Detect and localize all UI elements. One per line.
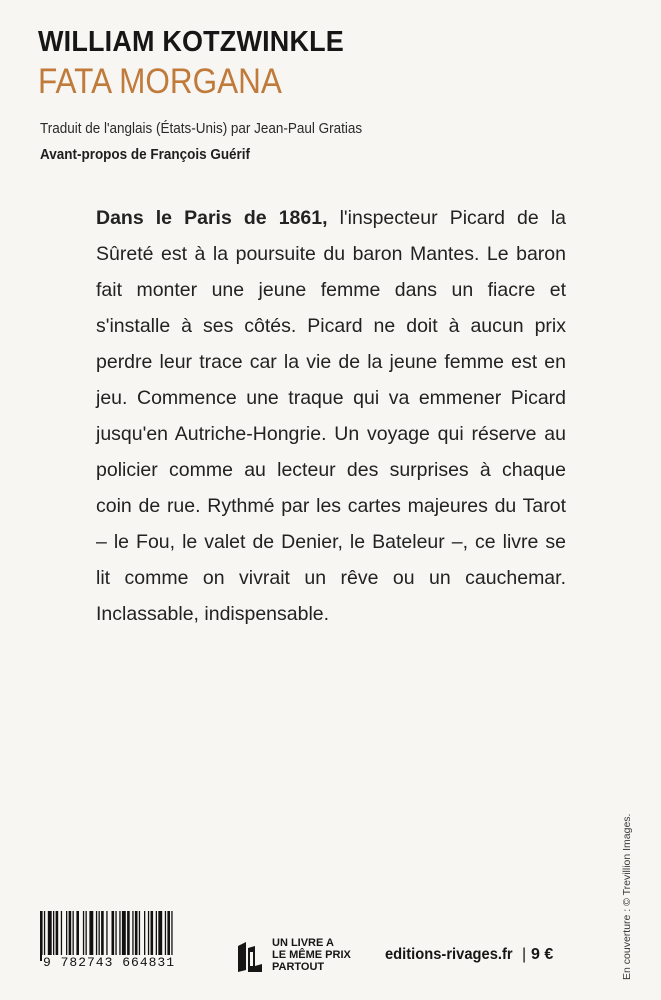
barcode-bar [89, 911, 93, 961]
barcode-bar [61, 911, 62, 961]
barcode-bar [151, 911, 154, 961]
barcode-bar [69, 911, 72, 961]
barcode-bar [106, 911, 107, 961]
translator-credit: Traduit de l'anglais (États-Unis) par Jean-Paul Gratias [40, 121, 363, 137]
barcode-bar [44, 911, 45, 961]
barcode-bar [112, 911, 115, 961]
barcode-bar [156, 911, 157, 961]
barcode-bar [56, 911, 59, 961]
barcode-bar [165, 911, 166, 961]
barcode-bar [132, 911, 133, 961]
book-price-logo-icon [236, 940, 264, 974]
barcode-bar [101, 911, 104, 961]
publisher-website: editions-rivages.fr [385, 946, 513, 963]
cover-credit: En couverture : © Trevillion Images. [621, 813, 633, 980]
barcode-bar [127, 911, 130, 961]
barcode-bar [40, 911, 43, 961]
barcode-bar [148, 911, 149, 961]
barcode-bar [48, 911, 52, 961]
separator: | [522, 946, 527, 963]
barcode-bar [83, 911, 84, 961]
barcode-bar [144, 911, 145, 961]
barcode-bar [158, 911, 162, 961]
price: 9 € [531, 946, 554, 963]
barcode-bar [96, 911, 97, 961]
logo-text: UN LIVRE A LE MÊME PRIX PARTOUT [272, 937, 351, 973]
blurb-text: l'inspecteur Picard de la Sûreté est à la poursuite du baron Mantes. Le baron fait monter une jeune femme dans un fiacre et s'installe à ses côtés. Picard ne doit à aucun prix perdre leur trace car la vie de la jeune femme est en jeu. Commence une traque qui va emmener Picard jusqu'en Autriche-Hongrie. Un voyage qui réserve au policier comme au lecteur des surprises à chaque coin de rue. Rythmé par les cartes majeures du Tarot – le Fou, le valet de Denier, le Bateleur –, ce livre se lit comme on vivrait un rêve ou un cauchemar. Inclassable, indispensable. [96, 207, 566, 625]
barcode-bar [115, 911, 116, 961]
blurb-lead: Dans le Paris de 1861, [96, 207, 328, 229]
barcode-bar [76, 911, 79, 961]
barcode [40, 911, 208, 989]
isbn-number: 9 782743 664831 [42, 955, 210, 970]
barcode-bar [135, 911, 138, 961]
author-name: WILLIAM KOTZWINKLE [38, 26, 344, 58]
foreword-credit: Avant-propos de François Guérif [40, 147, 251, 163]
book-title: FATA MORGANA [38, 62, 282, 101]
barcode-bar [171, 911, 172, 961]
barcode-bar [139, 911, 140, 961]
barcode-bar [53, 911, 54, 961]
barcode-bar [66, 911, 67, 961]
blurb-paragraph [96, 200, 566, 632]
barcode-bar [86, 911, 87, 961]
barcode-bar [119, 911, 120, 961]
barcode-bar [99, 911, 100, 961]
barcode-bar [73, 911, 74, 961]
barcode-bar [167, 911, 170, 961]
barcode-bar [122, 911, 126, 961]
